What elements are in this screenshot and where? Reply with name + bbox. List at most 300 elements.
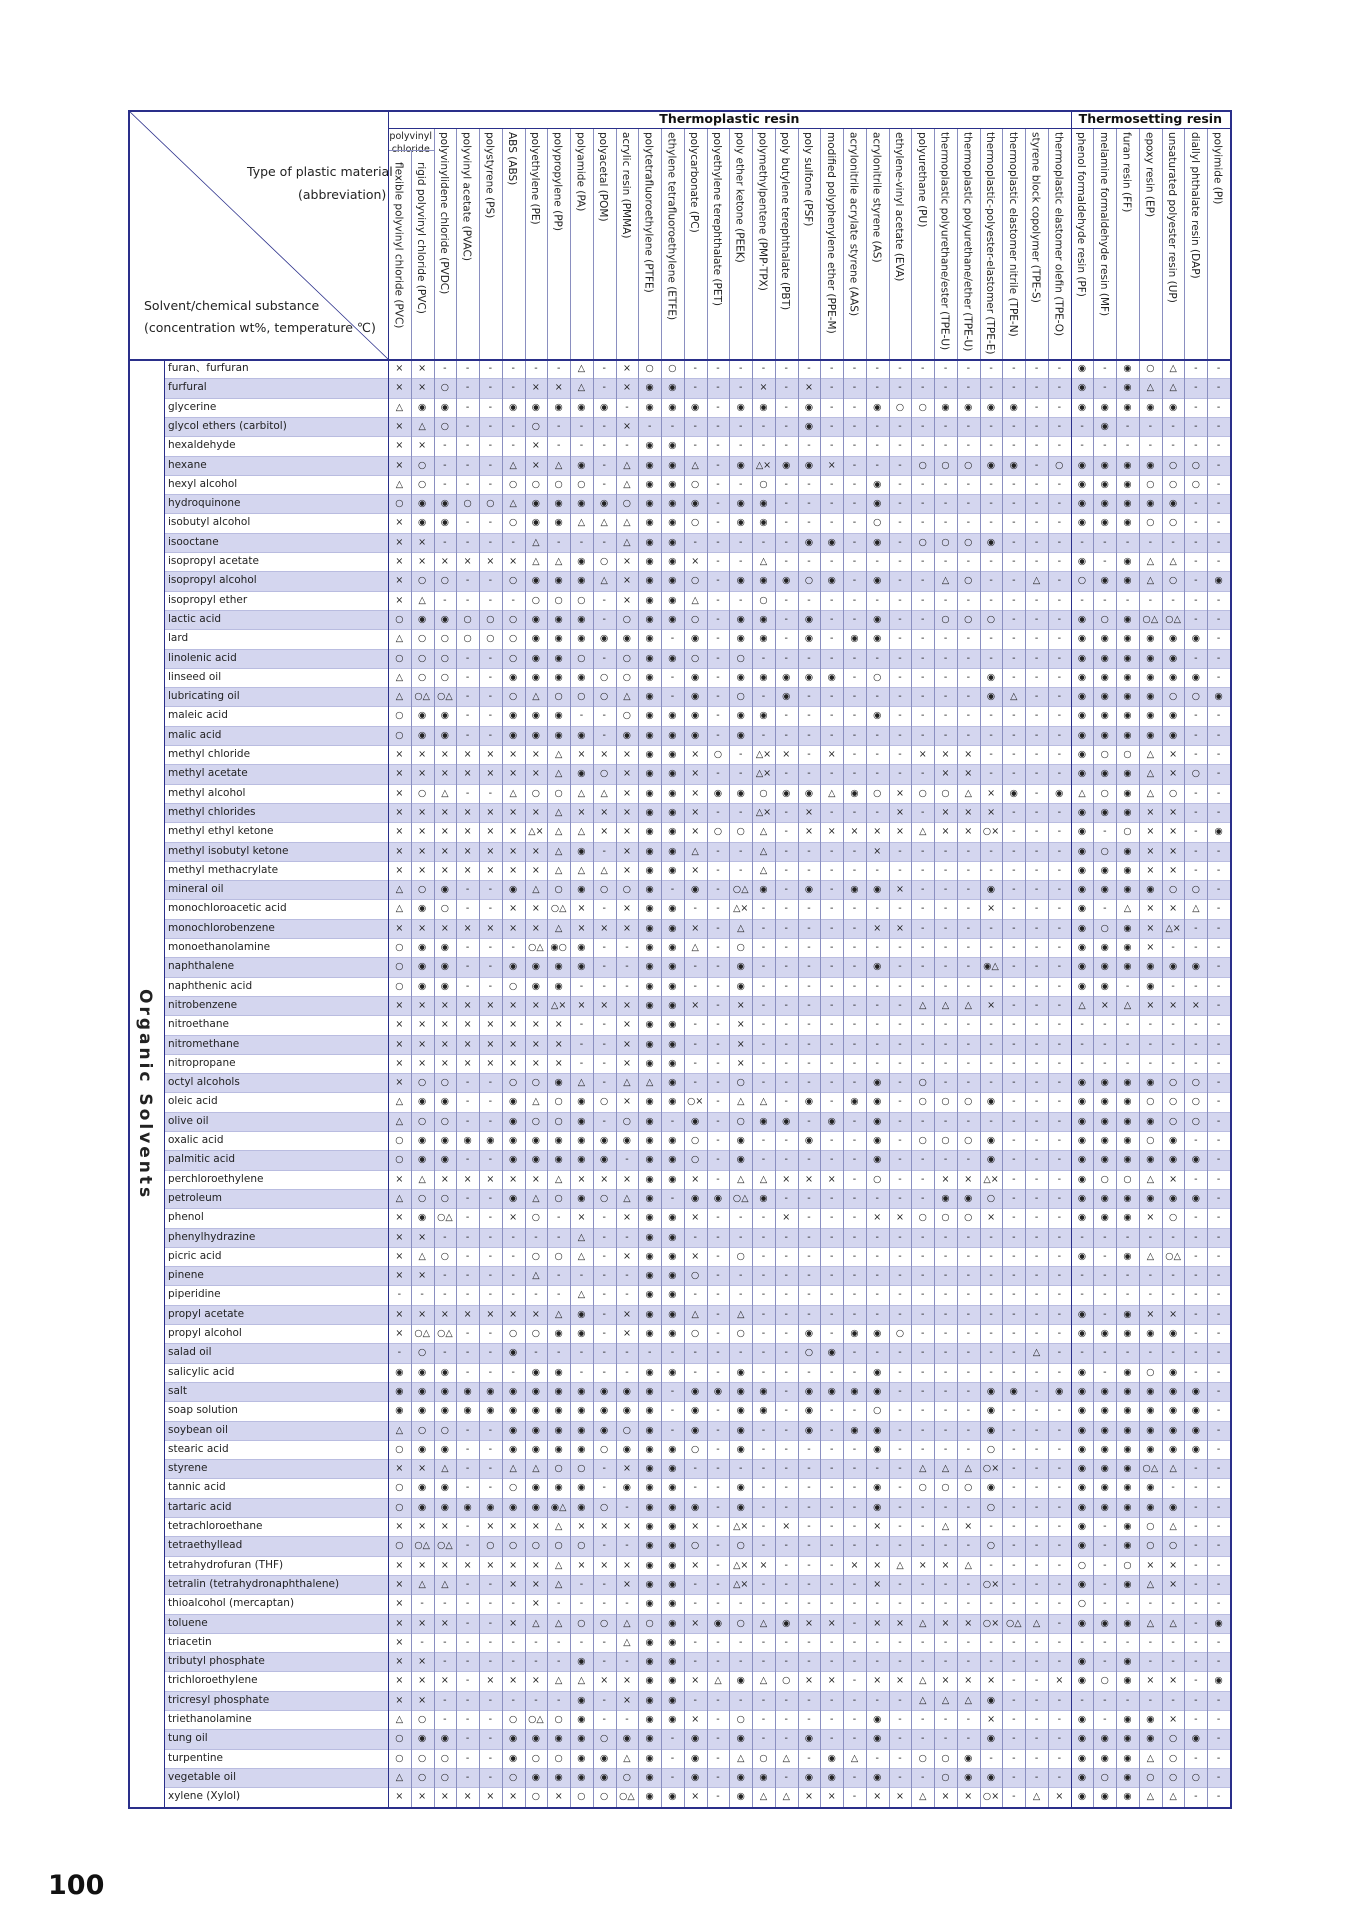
table-cell: - <box>479 378 502 397</box>
table-cell: △ <box>911 1691 934 1710</box>
table-cell: × <box>798 378 821 397</box>
table-cell: - <box>843 359 866 378</box>
table-cell: - <box>1184 1305 1207 1324</box>
table-cell: - <box>889 706 912 725</box>
table-cell: - <box>479 1594 502 1613</box>
table-cell: - <box>616 1266 639 1285</box>
table-cell: - <box>456 1594 479 1613</box>
table-cell: ◉ <box>1116 861 1139 880</box>
table-cell: ◉ <box>1184 1401 1207 1420</box>
row-label: oxalic acid <box>168 1131 223 1150</box>
table-cell: ◉ <box>434 1363 457 1382</box>
table-cell: × <box>411 1517 434 1536</box>
table-cell: ◉ <box>434 1092 457 1111</box>
table-cell: ◉ <box>1093 1478 1116 1497</box>
table-cell: - <box>843 552 866 571</box>
table-cell: - <box>820 591 843 610</box>
table-cell: - <box>1184 726 1207 745</box>
table-cell: - <box>707 1787 730 1806</box>
table-cell: - <box>1139 1652 1162 1671</box>
table-cell: - <box>456 591 479 610</box>
table-cell: × <box>411 822 434 841</box>
table-cell: - <box>1025 436 1048 455</box>
table-cell: - <box>1207 803 1230 822</box>
table-cell: × <box>388 1556 411 1575</box>
table-cell: - <box>980 1594 1003 1613</box>
table-cell: - <box>1207 475 1230 494</box>
table-cell: - <box>1025 938 1048 957</box>
table-cell: - <box>798 1150 821 1169</box>
table-cell: - <box>820 1459 843 1478</box>
table-cell: - <box>1207 1768 1230 1787</box>
table-cell: - <box>980 1228 1003 1247</box>
table-cell: × <box>684 1247 707 1266</box>
table-cell: × <box>411 533 434 552</box>
table-cell: - <box>911 1189 934 1208</box>
table-cell: - <box>820 1305 843 1324</box>
table-cell: - <box>798 764 821 783</box>
table-cell: - <box>1207 1305 1230 1324</box>
table-cell: △ <box>957 996 980 1015</box>
table-cell: ◉ <box>547 668 570 687</box>
table-cell: - <box>775 1131 798 1150</box>
row-label: methyl acetate <box>168 764 248 783</box>
table-cell: - <box>638 1343 661 1362</box>
table-cell: - <box>729 591 752 610</box>
table-cell: ◉ <box>638 1382 661 1401</box>
table-cell: ◉ <box>570 494 593 513</box>
table-cell: ◉ <box>661 494 684 513</box>
table-cell: - <box>661 629 684 648</box>
table-cell: - <box>456 649 479 668</box>
table-cell: ◉ <box>684 1112 707 1131</box>
table-cell: ○ <box>911 456 934 475</box>
table-cell: - <box>1002 417 1025 436</box>
table-cell: × <box>616 996 639 1015</box>
table-cell: - <box>1048 861 1071 880</box>
table-cell: × <box>411 1652 434 1671</box>
row-label: nitrobenzene <box>168 996 237 1015</box>
table-cell: △ <box>1139 1614 1162 1633</box>
table-cell: ◉ <box>661 456 684 475</box>
table-cell: ◉ <box>1093 417 1116 436</box>
table-cell: ○ <box>752 475 775 494</box>
table-cell: - <box>820 1594 843 1613</box>
table-cell: - <box>911 957 934 976</box>
table-cell: × <box>388 1575 411 1594</box>
table-cell: ◉ <box>661 649 684 668</box>
table-cell: - <box>456 513 479 532</box>
table-cell: - <box>820 726 843 745</box>
table-cell: △ <box>388 899 411 918</box>
table-cell: - <box>889 1285 912 1304</box>
row-label: turpentine <box>168 1749 223 1768</box>
table-cell: ◉ <box>525 1401 548 1420</box>
row-label: soap solution <box>168 1401 238 1420</box>
table-cell: - <box>911 880 934 899</box>
table-cell: △× <box>729 899 752 918</box>
table-cell: - <box>1002 745 1025 764</box>
column-header: polyurethane (PU) <box>916 132 928 227</box>
table-cell: ○ <box>593 1498 616 1517</box>
table-cell: × <box>525 803 548 822</box>
table-cell: ○ <box>957 533 980 552</box>
table-cell: × <box>980 1710 1003 1729</box>
table-cell: ◉ <box>1139 1440 1162 1459</box>
table-cell: ◉ <box>570 398 593 417</box>
table-cell: ◉ <box>1162 1401 1185 1420</box>
table-cell: ◉ <box>684 726 707 745</box>
table-cell: × <box>456 822 479 841</box>
table-cell: - <box>456 398 479 417</box>
table-cell: - <box>684 899 707 918</box>
table-cell: ◉ <box>1116 1421 1139 1440</box>
table-cell: - <box>980 378 1003 397</box>
row-label: nitropropane <box>168 1054 236 1073</box>
table-cell: - <box>980 629 1003 648</box>
table-cell: ○ <box>525 1073 548 1092</box>
table-cell: ◉ <box>593 398 616 417</box>
table-cell: × <box>957 1517 980 1536</box>
table-cell: - <box>729 378 752 397</box>
table-cell: ◉ <box>1071 745 1094 764</box>
table-cell: ◉ <box>547 1363 570 1382</box>
table-cell: - <box>593 1247 616 1266</box>
table-cell: △ <box>1139 571 1162 590</box>
table-cell: ○ <box>934 456 957 475</box>
row-label: hexyl alcohol <box>168 475 237 494</box>
table-cell: - <box>889 1247 912 1266</box>
table-cell: × <box>616 842 639 861</box>
table-cell: - <box>707 1768 730 1787</box>
table-cell: ◉ <box>729 571 752 590</box>
table-cell: ◉ <box>1139 1112 1162 1131</box>
table-cell: - <box>934 1324 957 1343</box>
table-cell: ◉ <box>638 610 661 629</box>
table-cell: - <box>684 1054 707 1073</box>
table-cell: × <box>934 1787 957 1806</box>
table-cell: - <box>911 629 934 648</box>
table-cell: ○ <box>616 494 639 513</box>
table-cell: ◉ <box>661 1285 684 1304</box>
table-cell: ◉ <box>661 726 684 745</box>
table-right-rule <box>1230 110 1232 1809</box>
table-cell: - <box>934 591 957 610</box>
table-cell: - <box>729 1285 752 1304</box>
table-cell: - <box>911 378 934 397</box>
table-cell: ○ <box>388 957 411 976</box>
table-cell: - <box>707 957 730 976</box>
table-cell: ◉ <box>638 1671 661 1690</box>
table-cell: - <box>843 456 866 475</box>
table-cell: ○ <box>1139 1131 1162 1150</box>
table-cell: - <box>1093 1517 1116 1536</box>
table-cell: - <box>1184 938 1207 957</box>
table-cell: - <box>1048 494 1071 513</box>
table-cell: - <box>1002 475 1025 494</box>
table-cell: - <box>934 1594 957 1613</box>
table-cell: - <box>729 359 752 378</box>
table-cell: × <box>934 745 957 764</box>
table-cell: - <box>1002 668 1025 687</box>
table-cell: - <box>889 610 912 629</box>
table-cell: ○ <box>934 1768 957 1787</box>
table-cell: △× <box>980 1170 1003 1189</box>
table-cell: - <box>1207 1556 1230 1575</box>
table-cell: - <box>1048 552 1071 571</box>
table-cell: ◉ <box>980 1421 1003 1440</box>
table-cell: ○ <box>434 1768 457 1787</box>
table-cell: × <box>593 1170 616 1189</box>
table-cell: - <box>889 1363 912 1382</box>
table-cell: ○ <box>411 880 434 899</box>
table-cell: - <box>775 1228 798 1247</box>
table-cell: - <box>957 1421 980 1440</box>
table-cell: - <box>1025 1749 1048 1768</box>
table-cell: - <box>1162 1478 1185 1497</box>
table-cell: ○ <box>1162 475 1185 494</box>
table-cell: - <box>593 1112 616 1131</box>
table-cell: - <box>707 1112 730 1131</box>
table-cell: - <box>456 957 479 976</box>
table-cell: × <box>1139 1305 1162 1324</box>
table-cell: - <box>1207 629 1230 648</box>
table-cell: ◉ <box>1071 1421 1094 1440</box>
table-cell: ◉ <box>729 398 752 417</box>
column-header: polycarbonate (PC) <box>688 132 700 233</box>
corner-material-label: Type of plastic material <box>247 164 393 179</box>
table-cell: - <box>479 475 502 494</box>
table-cell: - <box>434 1652 457 1671</box>
table-cell: × <box>547 1054 570 1073</box>
table-cell: - <box>1071 436 1094 455</box>
table-cell: - <box>843 803 866 822</box>
table-cell: ◉ <box>661 1556 684 1575</box>
table-cell: - <box>707 1150 730 1169</box>
table-cell: × <box>1162 1671 1185 1690</box>
table-cell: △ <box>957 1459 980 1478</box>
row-label: xylene (Xylol) <box>168 1787 240 1806</box>
table-cell: ◉ <box>1093 1498 1116 1517</box>
table-cell: ○ <box>1071 571 1094 590</box>
table-cell: △ <box>957 1691 980 1710</box>
table-cell: ◉ <box>638 1768 661 1787</box>
table-cell: × <box>388 1691 411 1710</box>
column-header: polyamide (PA) <box>574 132 586 211</box>
table-cell: - <box>775 706 798 725</box>
table-cell: ◉ <box>525 1421 548 1440</box>
table-cell: - <box>775 1729 798 1748</box>
table-cell: ◉ <box>1116 706 1139 725</box>
table-cell: △ <box>616 533 639 552</box>
column-rule <box>889 128 890 1807</box>
table-cell: ○ <box>411 1749 434 1768</box>
table-cell: - <box>1002 1652 1025 1671</box>
table-cell: - <box>707 1536 730 1555</box>
table-cell: - <box>843 957 866 976</box>
table-cell: ◉ <box>866 571 889 590</box>
table-cell: - <box>434 1710 457 1729</box>
table-cell: ◉ <box>411 1363 434 1382</box>
table-cell: - <box>889 1015 912 1034</box>
table-cell: ◉ <box>638 1633 661 1652</box>
table-cell: - <box>866 1343 889 1362</box>
table-cell: - <box>775 1768 798 1787</box>
table-cell: - <box>1207 1054 1230 1073</box>
table-cell: ◉ <box>1093 571 1116 590</box>
table-cell: × <box>616 1305 639 1324</box>
table-cell: - <box>1002 1459 1025 1478</box>
table-cell: ○ <box>752 784 775 803</box>
table-cell: ◉ <box>1093 513 1116 532</box>
table-cell: - <box>1071 1691 1094 1710</box>
table-cell: △× <box>752 456 775 475</box>
table-cell: ○ <box>593 1440 616 1459</box>
table-cell: - <box>775 1575 798 1594</box>
table-cell: ◉ <box>729 494 752 513</box>
column-header: styrene block copolymer (TPE-S) <box>1030 132 1042 303</box>
row-label: glycerine <box>168 398 216 417</box>
table-cell: - <box>1207 1073 1230 1092</box>
table-cell: ◉ <box>729 1363 752 1382</box>
table-cell: ◉ <box>661 1305 684 1324</box>
table-cell: - <box>798 1054 821 1073</box>
table-cell: ◉ <box>980 668 1003 687</box>
table-cell: ◉ <box>616 726 639 745</box>
table-cell: × <box>411 1556 434 1575</box>
table-cell: × <box>411 1787 434 1806</box>
table-cell: - <box>570 1633 593 1652</box>
table-cell: ◉ <box>638 1536 661 1555</box>
corner-concentration-label: (concentration wt%, temperature ℃) <box>144 320 376 335</box>
table-cell: △ <box>502 784 525 803</box>
table-cell: - <box>456 668 479 687</box>
table-cell: △ <box>411 417 434 436</box>
column-header: thermoplastic-polyester-elastomer (TPE-E) <box>984 132 996 354</box>
table-cell: - <box>684 1459 707 1478</box>
table-cell: ◉ <box>434 880 457 899</box>
table-cell: △ <box>1025 571 1048 590</box>
table-cell: ◉ <box>570 842 593 861</box>
table-cell: ○ <box>1093 842 1116 861</box>
table-cell: ◉ <box>661 475 684 494</box>
table-cell: - <box>1048 1478 1071 1497</box>
table-cell: ○△ <box>525 1710 548 1729</box>
table-cell: - <box>1025 378 1048 397</box>
table-cell: - <box>707 1652 730 1671</box>
table-cell: - <box>456 977 479 996</box>
table-cell: - <box>1116 1035 1139 1054</box>
table-cell: - <box>1139 533 1162 552</box>
table-cell: - <box>1048 1401 1071 1420</box>
table-cell: - <box>1207 1324 1230 1343</box>
table-cell: - <box>775 1498 798 1517</box>
row-label: naphthenic acid <box>168 977 252 996</box>
table-cell: - <box>456 1073 479 1092</box>
table-cell: △ <box>388 1092 411 1111</box>
table-cell: ◉ <box>388 1401 411 1420</box>
table-cell: - <box>1025 1150 1048 1169</box>
table-cell: - <box>957 417 980 436</box>
table-cell: △ <box>570 861 593 880</box>
table-cell: - <box>957 1266 980 1285</box>
table-cell: - <box>866 764 889 783</box>
table-cell: - <box>1002 1517 1025 1536</box>
table-cell: - <box>1025 1035 1048 1054</box>
table-cell: × <box>616 1170 639 1189</box>
table-cell: - <box>1048 1305 1071 1324</box>
table-cell: × <box>616 1517 639 1536</box>
table-cell: ◉ <box>1093 957 1116 976</box>
table-cell: - <box>1025 1363 1048 1382</box>
table-cell: - <box>775 938 798 957</box>
table-cell: ◉ <box>1139 649 1162 668</box>
table-cell: - <box>456 1729 479 1748</box>
table-cell: - <box>775 1073 798 1092</box>
table-cell: - <box>684 378 707 397</box>
table-cell: - <box>866 1691 889 1710</box>
table-cell: - <box>775 649 798 668</box>
table-cell: - <box>502 938 525 957</box>
table-cell: ◉ <box>411 1382 434 1401</box>
table-cell: × <box>456 861 479 880</box>
table-cell: ◉ <box>661 533 684 552</box>
table-cell: - <box>707 610 730 629</box>
table-cell: △ <box>1116 899 1139 918</box>
table-cell: ◉ <box>1139 668 1162 687</box>
table-cell: - <box>934 1247 957 1266</box>
table-cell: - <box>1139 1266 1162 1285</box>
table-cell: × <box>411 996 434 1015</box>
table-cell: ◉ <box>1071 1787 1094 1806</box>
column-rule <box>456 128 457 1807</box>
table-cell: × <box>798 1170 821 1189</box>
table-cell: △× <box>729 1575 752 1594</box>
table-cell: ◉ <box>547 649 570 668</box>
table-cell: ◉ <box>707 1189 730 1208</box>
table-cell: ◉ <box>1207 571 1230 590</box>
table-cell: - <box>957 436 980 455</box>
side-label: Organic Solvents <box>135 989 155 1200</box>
table-cell: ○× <box>980 1614 1003 1633</box>
table-cell: - <box>729 1266 752 1285</box>
table-cell: - <box>707 1343 730 1362</box>
table-cell: - <box>866 649 889 668</box>
table-cell: ○ <box>525 784 548 803</box>
table-cell: ◉ <box>1162 668 1185 687</box>
table-cell: - <box>820 1150 843 1169</box>
table-cell: - <box>434 475 457 494</box>
table-cell: - <box>775 1536 798 1555</box>
table-cell: × <box>388 1652 411 1671</box>
table-cell: × <box>388 1787 411 1806</box>
table-cell: ◉ <box>866 1092 889 1111</box>
table-cell: - <box>593 1208 616 1227</box>
table-cell: - <box>707 842 730 861</box>
table-cell: - <box>1184 1035 1207 1054</box>
table-cell: - <box>980 571 1003 590</box>
table-cell: △ <box>570 1247 593 1266</box>
table-cell: - <box>661 1768 684 1787</box>
table-cell: - <box>957 494 980 513</box>
table-cell: ◉ <box>866 398 889 417</box>
table-cell: - <box>1002 1035 1025 1054</box>
table-cell: ○ <box>980 1440 1003 1459</box>
table-cell: - <box>957 842 980 861</box>
table-cell: - <box>547 1633 570 1652</box>
table-cell: - <box>775 1478 798 1497</box>
table-cell: ○× <box>684 1092 707 1111</box>
